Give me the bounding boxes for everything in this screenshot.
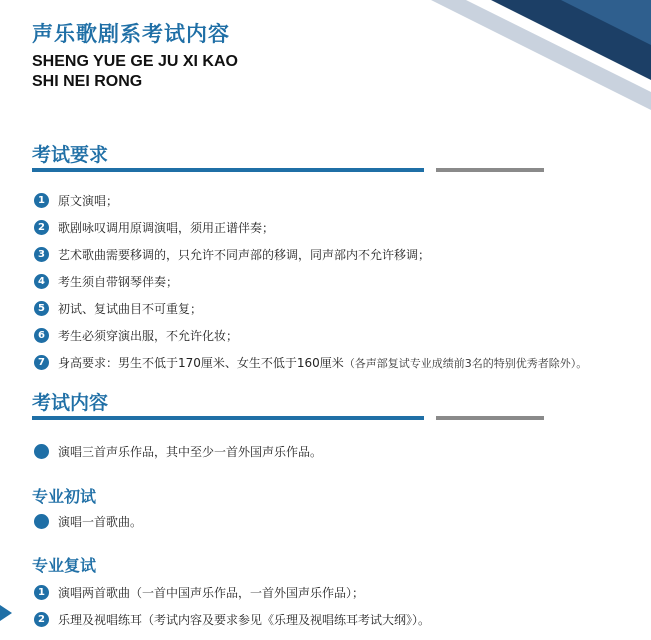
list-item xyxy=(34,295,587,322)
first-round-item xyxy=(34,513,142,530)
content-item-text: 演唱三首声乐作品，其中至少一首外国声乐作品。 xyxy=(58,445,323,459)
list-item-text: 身高要求：男生不低于170厘米、女生不低于160厘米 xyxy=(58,356,344,370)
numbered-circle-icon: 1 xyxy=(34,585,49,600)
divider-blue xyxy=(32,168,424,172)
arrow-right-icon xyxy=(0,603,14,623)
list-item xyxy=(34,268,587,295)
list-item-text: 初试、复试曲目不可重复； xyxy=(58,302,203,316)
numbered-circle-icon: 5 xyxy=(34,301,49,316)
numbered-circle-icon: 1 xyxy=(34,193,49,208)
page-title: 声乐歌剧系考试内容 xyxy=(32,22,230,46)
list-item xyxy=(34,241,587,268)
divider-gray xyxy=(436,168,544,172)
first-round-title: 专业初试 xyxy=(32,487,97,506)
second-round-item xyxy=(34,584,364,601)
numbered-circle-icon: 2 xyxy=(34,612,49,627)
page-subtitle-line2: SHI NEI RONG xyxy=(32,73,143,90)
section-content-title: 考试内容 xyxy=(32,392,109,414)
requirements-list xyxy=(34,187,587,376)
divider-gray xyxy=(436,416,544,420)
second-round-item-text: 演唱两首歌曲（一首中国声乐作品，一首外国声乐作品）； xyxy=(58,586,365,600)
divider-blue xyxy=(32,416,424,420)
list-item-text: 考生必须穿演出服，不允许化妆； xyxy=(58,329,239,343)
page-subtitle-line1: SHENG YUE GE JU XI KAO xyxy=(32,53,238,70)
list-item xyxy=(34,187,587,214)
second-round-item-text: 乐理及视唱练耳（考试内容及要求参见《乐理及视唱练耳考试大纲》）。 xyxy=(58,613,431,627)
section-requirements-header xyxy=(32,140,622,174)
section-requirements-title: 考试要求 xyxy=(32,144,109,166)
section-content-header xyxy=(32,388,622,422)
list-item xyxy=(34,214,587,241)
content-item xyxy=(34,443,322,460)
numbered-circle-icon: 7 xyxy=(34,355,49,370)
list-item-note: （各声部复试专业成绩前3名的特别优秀者除外）。 xyxy=(343,356,588,370)
list-item xyxy=(34,349,587,376)
corner-decoration xyxy=(411,0,651,110)
second-round-title: 专业复试 xyxy=(32,556,97,575)
first-round-item-text: 演唱一首歌曲。 xyxy=(58,515,143,529)
list-item-text: 歌剧咏叹调用原调演唱，须用正谱伴奏； xyxy=(58,221,275,235)
numbered-circle-icon: 4 xyxy=(34,274,49,289)
numbered-circle-icon: 6 xyxy=(34,328,49,343)
numbered-circle-icon: 2 xyxy=(34,220,49,235)
bullet-dot-icon xyxy=(34,514,49,529)
bullet-dot-icon xyxy=(34,444,49,459)
list-item-text: 原文演唱； xyxy=(58,194,119,208)
second-round-item xyxy=(34,611,430,628)
list-item-text: 考生须自带钢琴伴奏； xyxy=(58,275,179,289)
list-item-text: 艺术歌曲需要移调的，只允许不同声部的移调，同声部内不允许移调； xyxy=(58,248,431,262)
numbered-circle-icon: 3 xyxy=(34,247,49,262)
list-item xyxy=(34,322,587,349)
